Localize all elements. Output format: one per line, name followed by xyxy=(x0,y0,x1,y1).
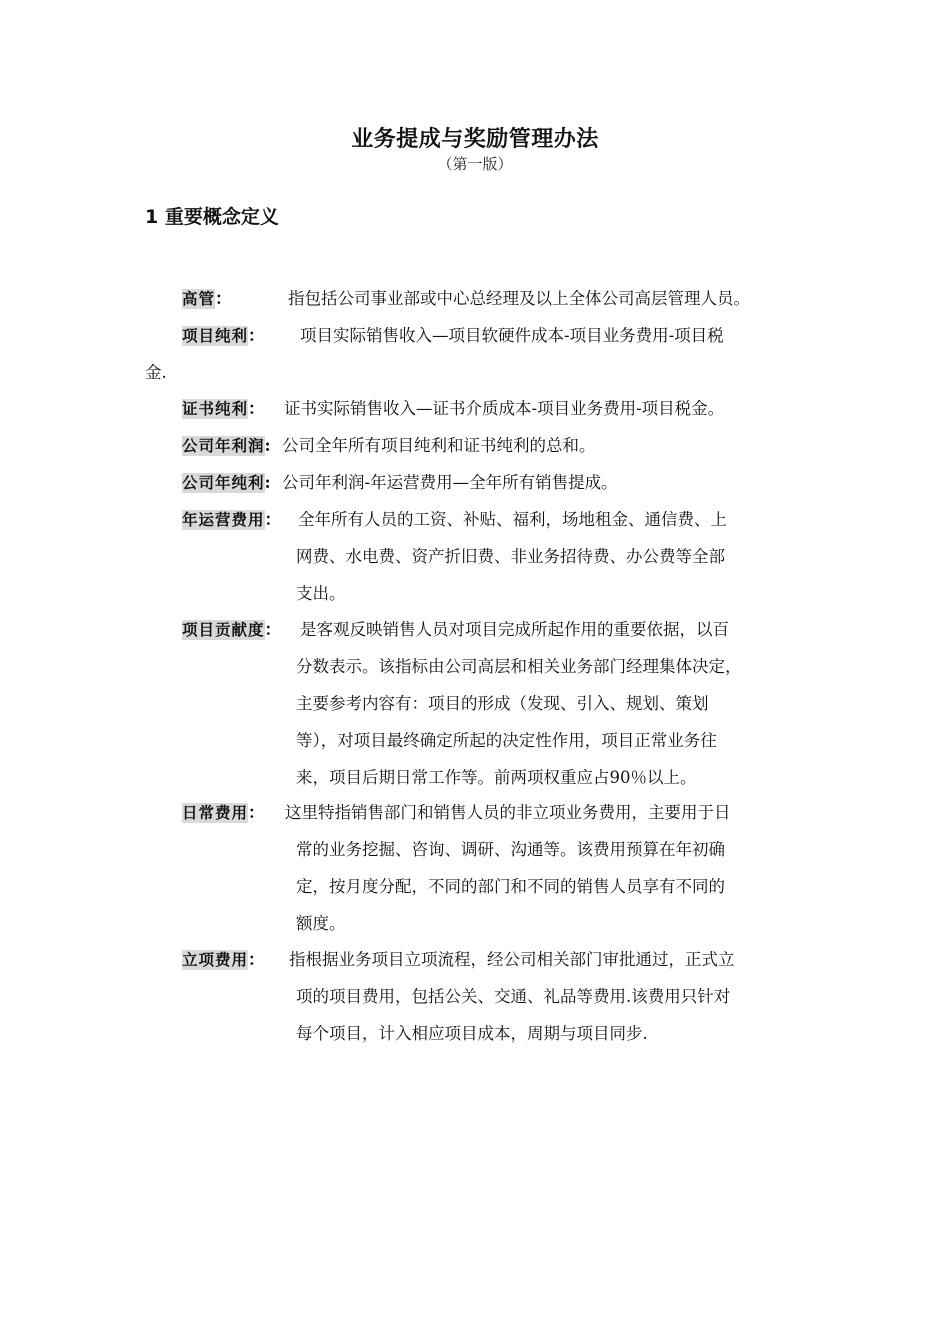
definition-text-line: 证书实际销售收入—证书介质成本-项目业务费用-项目税金。 xyxy=(284,399,725,418)
definition-text-line: 等），对项目最终确定所起的决定性作用，项目正常业务往 xyxy=(296,731,717,750)
definition-text-line: 分数表示。该指标由公司高层和相关业务部门经理集体决定， xyxy=(296,657,742,676)
definition-separator: ： xyxy=(264,510,282,529)
definition-term: 项目纯利 xyxy=(182,327,249,345)
definition-text-line: 公司年利润-年运营费用—全年所有销售提成。 xyxy=(282,473,618,492)
definition-text-line: 指包括公司事业部或中心总经理及以上全体公司高层管理人员。 xyxy=(288,289,750,308)
definition-text-line: 项的项目费用，包括公关、交通、礼品等费用.该费用只针对 xyxy=(296,987,731,1006)
definition-text-line: 这里特指销售部门和销售人员的非立项业务费用，主要用于日 xyxy=(285,803,731,822)
definition-term-row xyxy=(182,510,281,530)
definition-text-line: 每个项目，计入相应项目成本，周期与项目同步. xyxy=(296,1024,648,1043)
definition-term: 公司年利润 xyxy=(182,437,265,455)
definition-separator: ： xyxy=(248,803,265,822)
definition-text-line: 全年所有人员的工资、补贴、福利，场地租金、通信费、上 xyxy=(298,510,727,529)
definition-text-line: 是客观反映销售人员对项目完成所起作用的重要依据，以百 xyxy=(300,620,729,639)
definition-text-line: 常的业务挖掘、咨询、调研、沟通等。该费用预算在年初确 xyxy=(296,840,725,859)
document-subtitle: （第一版） xyxy=(437,155,513,173)
definition-text-line: 项目实际销售收入—项目软硬件成本-项目业务费用-项目税 xyxy=(300,326,724,345)
section-heading: 1 重要概念定义 xyxy=(145,206,279,228)
definition-term-row xyxy=(182,950,265,970)
definition-text-line: 主要参考内容有：项目的形成（发现、引入、规划、策划 xyxy=(296,694,709,713)
definition-text-line: 指根据业务项目立项流程，经公司相关部门审批通过，正式立 xyxy=(289,950,735,969)
definition-separator: ： xyxy=(215,289,232,308)
definition-separator: : xyxy=(264,436,271,455)
definition-term: 公司年纯利 xyxy=(182,474,265,492)
definition-text-line: 公司全年所有项目纯利和证书纯利的总和。 xyxy=(282,436,596,455)
definition-term: 日常费用 xyxy=(182,804,249,822)
definition-term-row xyxy=(182,399,265,419)
definition-term-row xyxy=(182,436,271,456)
definition-term: 高管 xyxy=(182,290,216,308)
definition-term-row xyxy=(182,620,281,640)
definition-text-line: 支出。 xyxy=(296,584,346,603)
definition-term: 证书纯利 xyxy=(182,400,249,418)
definition-separator: ： xyxy=(248,950,265,969)
definition-separator: ： xyxy=(248,326,265,345)
document-title: 业务提成与奖励管理办法 xyxy=(351,127,599,152)
definition-term: 立项费用 xyxy=(182,951,249,969)
definition-separator: ： xyxy=(248,399,265,418)
definition-text-line: 来，项目后期日常工作等。前两项权重应占90％以上。 xyxy=(296,768,697,787)
definition-term: 年运营费用 xyxy=(182,511,265,529)
definition-separator: ： xyxy=(264,620,282,639)
definition-term: 项目贡献度 xyxy=(182,621,265,639)
definition-term-row xyxy=(182,803,265,823)
definition-text-line: 额度。 xyxy=(296,914,346,933)
definition-text-line: 定，按月度分配，不同的部门和不同的销售人员享有不同的 xyxy=(296,877,725,896)
definition-term-row xyxy=(182,289,232,309)
definition-text-line: 网费、水电费、资产折旧费、非业务招待费、办公费等全部 xyxy=(296,547,725,566)
definition-separator: : xyxy=(264,473,271,492)
definition-term-row xyxy=(182,473,271,493)
definition-text-line: 金. xyxy=(145,363,167,382)
definition-term-row xyxy=(182,326,265,346)
